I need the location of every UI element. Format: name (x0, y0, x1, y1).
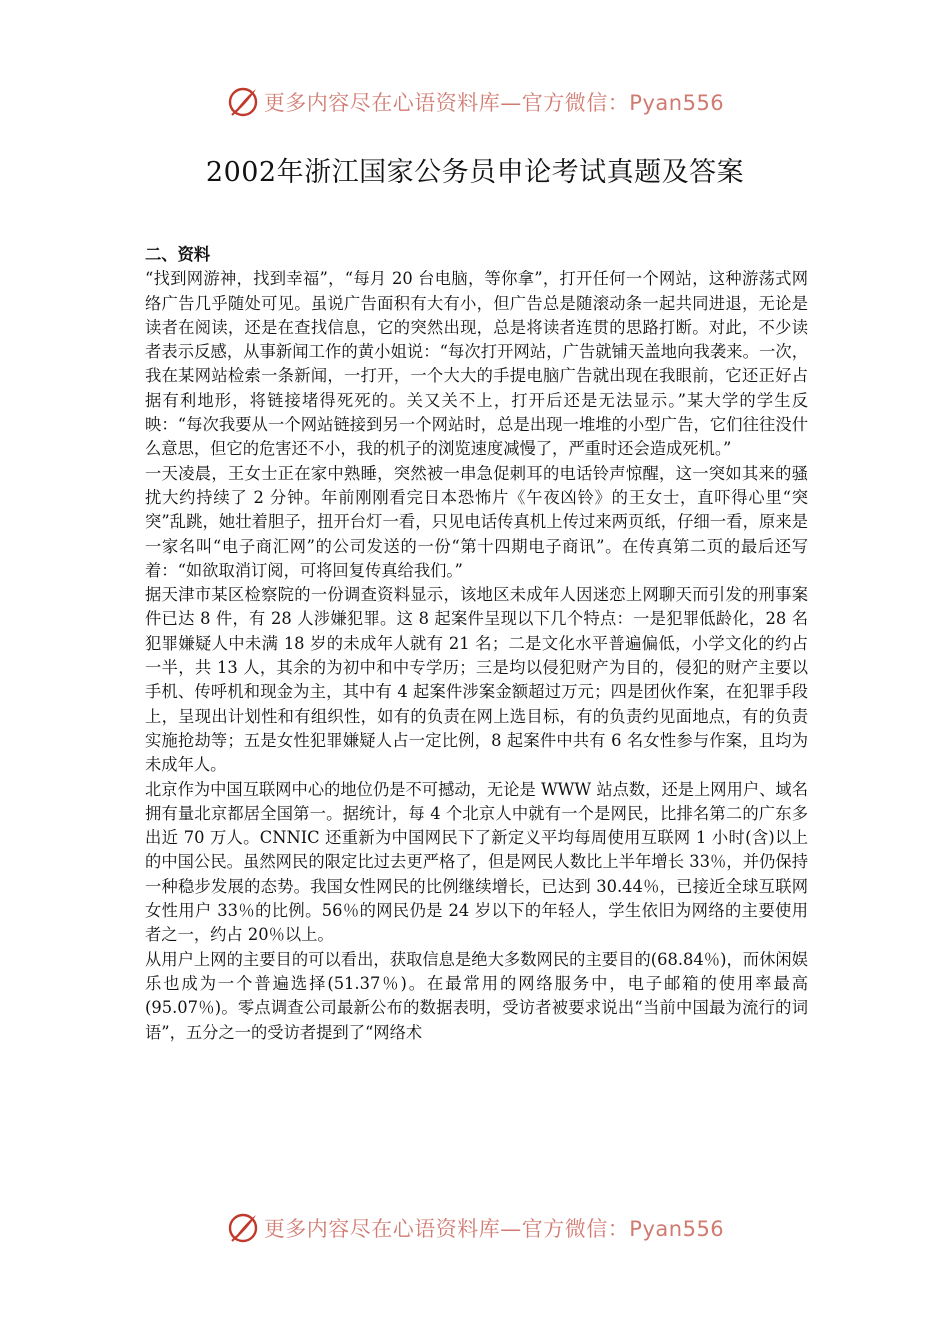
paragraph-beijing-internet: 北京作为中国互联网中心的地位仍是不可撼动，无论是 WWW 站点数，还是上网用户、域名拥有量北京都居全国第一。据统计，每 4 个北京人中就有一个是网民，比排名第二的广东多出近 70 万人。CNNIC 还重新为中国网民下了新定义平均每周使用互联网 1 小时(含)以上的中国公民。虽然网民的限定比过去更严格了，但是网民人数比上半年增长 33％，并仍保持一种稳步发展的态势。我国女性网民的比例继续增长，已达到 30.44％，已接近全球互联网女性用户 33％的比例。56％的网民仍是 24 岁以下的年轻人，学生依旧为网络的主要使用者之一，约占 20％以上。 (145, 779, 808, 945)
document-body (145, 243, 808, 1045)
watermark-text: 更多内容尽在心语资料库—官方微信：Pyan556 (263, 91, 725, 115)
header-watermark-banner (0, 82, 950, 122)
watermark-text: 更多内容尽在心语资料库—官方微信：Pyan556 (263, 1217, 725, 1241)
section-heading: 二、资料 (145, 245, 211, 264)
quill-pen-logo-icon (226, 85, 260, 119)
paragraph-fax-spam: 一天凌晨，王女士正在家中熟睡，突然被一串急促刺耳的电话铃声惊醒，这一突如其来的骚扰大约持续了 2 分钟。年前刚刚看完日本恐怖片《午夜凶铃》的王女士，直吓得心里“突突”乱跳，她壮着胆子，扭开台灯一看，只见电话传真机上传过来两页纸，仔细一看，原来是一家名叫“电子商汇网”的公司发送的一份“第十四期电子商讯”。在传真第二页的最后还写着：“如欲取消订阅，可将回复传真给我们。” (145, 463, 808, 580)
footer-watermark-banner (0, 1208, 950, 1248)
document-title: 2002年浙江国家公务员申论考试真题及答案 (205, 157, 745, 188)
paragraph-web-ads: “找到网游神，找到幸福”，“每月 20 台电脑，等你拿”，打开任何一个网站，这种游荡式网络广告几乎随处可见。虽说广告面积有大有小，但广告总是随滚动条一起共同进退，无论是读者在阅读，还是在查找信息，它的突然出现，总是将读者连贯的思路打断。对此，不少读者表示反感，从事新闻工作的黄小姐说：“每次打开网站，广告就铺天盖地向我袭来。一次，我在某网站检索一条新闻，一打开，一个大大的手提电脑广告就出现在我眼前，它还正好占据有利地形，将链接堵得死死的。关又关不上，打开后还是无法显示。”某大学的学生反映：“每次我要从一个网站链接到另一个网站时，总是出现一堆堆的小型广告，它们往往没什么意思，但它的危害还不小，我的机子的浏览速度减慢了，严重时还会造成死机。” (145, 269, 808, 459)
paragraph-user-purposes: 从用户上网的主要目的可以看出，获取信息是绝大多数网民的主要目的(68.84％)，而休闲娱乐也成为一个普遍选择(51.37％)。在最常用的网络服务中，电子邮箱的使用率最高(95.07％)。零点调查公司最新公布的数据表明，受访者被要求说出“当前中国最为流行的词语”，五分之一的受访者提到了“网络术 (145, 949, 808, 1042)
paragraph-juvenile-crime: 据天津市某区检察院的一份调查资料显示，该地区未成年人因迷恋上网聊天而引发的刑事案件已达 8 件，有 28 人涉嫌犯罪。这 8 起案件呈现以下几个特点：一是犯罪低龄化，28 名犯罪嫌疑人中未满 18 岁的未成年人就有 21 名；二是文化水平普遍偏低，小学文化的约占一半，共 13 人，其余的为初中和中专学历；三是均以侵犯财产为目的，侵犯的财产主要以手机、传呼机和现金为主，其中有 4 起案件涉案金额超过万元；四是团伙作案，在犯罪手段上，呈现出计划性和有组织性，如有的负责在网上选目标，有的负责约见面地点，有的负责实施抢劫等；五是女性犯罪嫌疑人占一定比例，8 起案件中共有 6 名女性参与作案，且均为未成年人。 (145, 585, 808, 775)
quill-pen-logo-icon (226, 1211, 260, 1245)
